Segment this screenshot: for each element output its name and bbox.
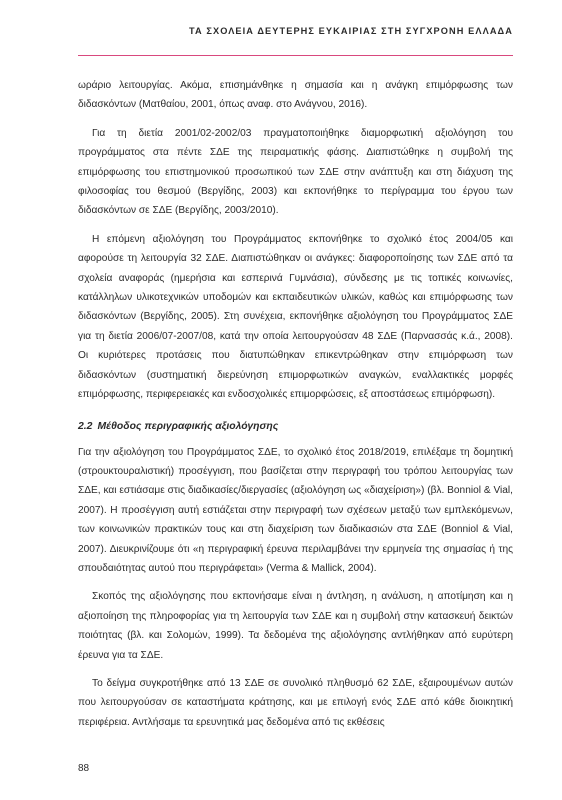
paragraph: Το δείγμα συγκροτήθηκε από 13 ΣΔΕ σε συνολικό πληθυσμό 62 ΣΔΕ, εξαιρουμένων αυτών που λειτουργούσαν σε καταστήματα κράτησης, και με επιλογή ενός ΣΔΕ από κάθε διοικητική περιφέρεια. Αντλήσαμε τα ερευνητικά μας δεδομένα από τις εκθέσεις (78, 677, 513, 728)
header-rule (78, 55, 513, 56)
section-title: Μέθοδος περιγραφικής αξιολόγησης (97, 420, 279, 432)
page-number: 88 (78, 763, 90, 774)
page-content (78, 76, 513, 741)
paragraph: Η επόμενη αξιολόγηση του Προγράμματος εκπονήθηκε το σχολικό έτος 2004/05 και αφορούσε τη λειτουργία 32 ΣΔΕ. Διαπιστώθηκαν οι ανάγκες: διαφοροποίησης των ΣΔΕ από τα σχολεία αναφοράς (ημερήσια και εσπερινά Γυμνάσια), σύνδεσης με τις τοπικές κοινωνίες, κατάλληλων υλικοτεχνικών υποδομών και εκπαιδευτικών υλικών, καθώς και επιμόρφωσης των διδασκόντων (Βεργίδης, 2005). Στη συνέχεια, εκπονήθηκε αξιολόγηση του Προγράμματος ΣΔΕ για τη διετία 2006/07-2007/08, κατά την οποία λειτουργούσαν 48 ΣΔΕ (Παρνασσάς κ.ά., 2008). Οι κυριότερες προτάσεις που διατυπώθηκαν επικεντρώθηκαν στην επιμόρφωση των διδασκόντων (συστηματική διερεύνηση επιμορφωτικών αναγκών, εναλλακτικές μορφές επιμόρφωσης, περιφερειακές και ενδοσχολικές επιμορφώσεις, εξ αποστάσεως επιμόρφωση). (78, 233, 513, 401)
running-header: ΤΑ ΣΧΟΛΕΙΑ ΔΕΥΤΕΡΗΣ ΕΥΚΑΙΡΙΑΣ ΣΤΗ ΣΥΓΧΡΟΝΗ ΕΛΛΑΔΑ (188, 26, 513, 36)
paragraph: Σκοπός της αξιολόγησης που εκπονήσαμε είναι η άντληση, η ανάλυση, η αποτίμηση και η αξιοποίηση της πληροφορίας για τη λειτουργία των ΣΔΕ και η συμβολή στην κατασκευή δεικτών ποιότητας (βλ. και Σολομών, 1999). Τα δεδομένα της αξιολόγησης αντλήθηκαν από ευρύτερη έρευνα για τα ΣΔΕ. (78, 591, 513, 661)
paragraph: Για την αξιολόγηση του Προγράμματος ΣΔΕ, το σχολικό έτος 2018/2019, επιλέξαμε τη δομητική (στρουκτουραλιστική) προσέγγιση, που βασίζεται στην περιγραφή του τρόπου λειτουργίας των ΣΔΕ, και εστιάσαμε στις διαδικασίες/διεργασίες (αξιολόγηση ως «διαχείριση») (βλ. Bonniol & Vial, 2007). Η προσέγγιση αυτή εστιάζεται στην περιγραφή των σχέσεων μεταξύ των εμπλεκόμενων, των κοινωνικών πρακτικών τους και στη διαχείριση των διαδικασιών στα ΣΔΕ (Bonniol & Vial, 2007). Διευκρινίζουμε ότι «η περιγραφική έρευνα περιλαμβάνει την ερμηνεία της σημασίας ή της σπουδαιότητας αυτού που περιγράφεται» (Verma & Mallick, 2004). (78, 446, 513, 574)
section-number: 2.2 (78, 420, 93, 432)
paragraph: ωράριο λειτουργίας. Ακόμα, επισημάνθηκε η σημασία και η ανάγκη επιμόρφωσης των διδασκόντων (Ματθαίου, 2001, όπως αναφ. στο Ανάγνου, 2016). (78, 80, 513, 111)
paragraph: Για τη διετία 2001/02-2002/03 πραγματοποιήθηκε διαμορφωτική αξιολόγηση του προγράμματος στα πέντε ΣΔΕ της πειραματικής φάσης. Διαπιστώθηκε η συμβολή της επιμόρφωσης του επιστημονικού προσωπικού των ΣΔΕ στην ανάπτυξη και στη διάχυση της φιλοσοφίας του θεσμού (Βεργίδης, 2003) και εκπονήθηκε το περίγραμμα του έργου των διδασκόντων σε ΣΔΕ (Βεργίδης, 2003/2010). (78, 127, 513, 217)
section-heading (78, 418, 513, 436)
